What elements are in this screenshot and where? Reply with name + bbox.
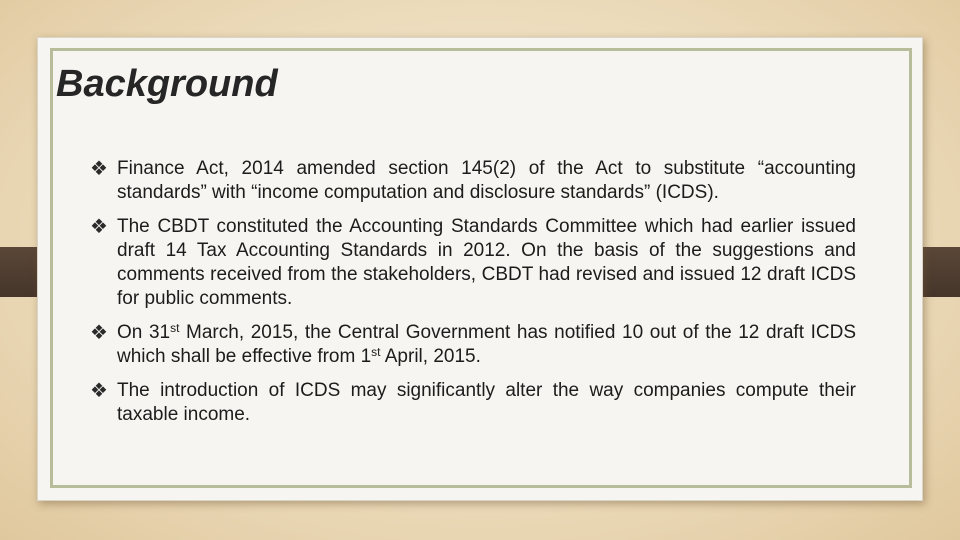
bullet-item-cbdt bbox=[90, 215, 856, 311]
diamond-bullet-icon: ❖ bbox=[90, 320, 108, 344]
bullet-item-notification bbox=[90, 321, 856, 369]
slide-title: Background bbox=[56, 63, 278, 105]
bullet-text-part: April, 2015. bbox=[380, 346, 481, 367]
bullet-text: The introduction of ICDS may significantly alter the way companies compute their taxable income. bbox=[117, 380, 856, 425]
ordinal-superscript: st bbox=[371, 345, 381, 359]
bullet-item-impact bbox=[90, 379, 856, 427]
bullet-text-part: March, 2015, the Central Government has notified 10 out of the 12 draft ICDS which shall be effective from 1 bbox=[117, 322, 856, 367]
diamond-bullet-icon: ❖ bbox=[90, 378, 108, 402]
diamond-bullet-icon: ❖ bbox=[90, 214, 108, 238]
bullet-text: Finance Act, 2014 amended section 145(2) of the Act to substitute “accounting standards” with “income computation and disclosure standards” (ICDS). bbox=[117, 158, 856, 203]
ordinal-superscript: st bbox=[170, 321, 180, 335]
bullet-list bbox=[90, 157, 856, 437]
bullet-text-part: On 31 bbox=[117, 322, 171, 343]
bullet-text: The CBDT constituted the Accounting Standards Committee which had earlier issued draft 14 Tax Accounting Standards in 2012. On the basis of the suggestions and comments received from the stakeholders, CBDT had revised and issued 12 draft ICDS for public comments. bbox=[117, 216, 856, 309]
diamond-bullet-icon: ❖ bbox=[90, 156, 108, 180]
bullet-item-finance-act bbox=[90, 157, 856, 205]
